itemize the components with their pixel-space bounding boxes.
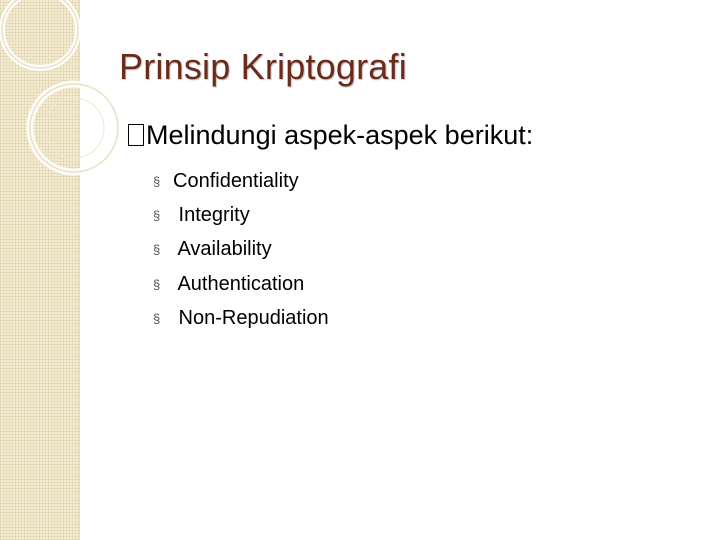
main-point (128, 120, 533, 151)
list-item (153, 301, 329, 335)
list-item-label: Availability (173, 238, 272, 261)
bullet-icon: § (153, 276, 161, 292)
bullet-icon: § (153, 310, 161, 326)
list-item-label: Non-Repudiation (173, 306, 329, 329)
main-point-text: Melindungi aspek-aspek berikut: (146, 120, 534, 150)
list-item-label: Authentication (173, 272, 305, 295)
aspect-list (153, 164, 329, 335)
list-item (153, 233, 329, 267)
slide-title: Prinsip Kriptografi (119, 46, 407, 87)
decorative-circles (0, 0, 140, 200)
list-item-label: Integrity (173, 203, 250, 226)
list-item-label: Confidentiality (173, 169, 299, 192)
list-item (153, 164, 329, 198)
list-item (153, 198, 329, 232)
missing-glyph-box (128, 124, 144, 146)
bullet-icon: § (153, 242, 161, 258)
list-item (153, 267, 329, 301)
bullet-icon: § (153, 173, 161, 189)
bullet-icon: § (153, 207, 161, 223)
